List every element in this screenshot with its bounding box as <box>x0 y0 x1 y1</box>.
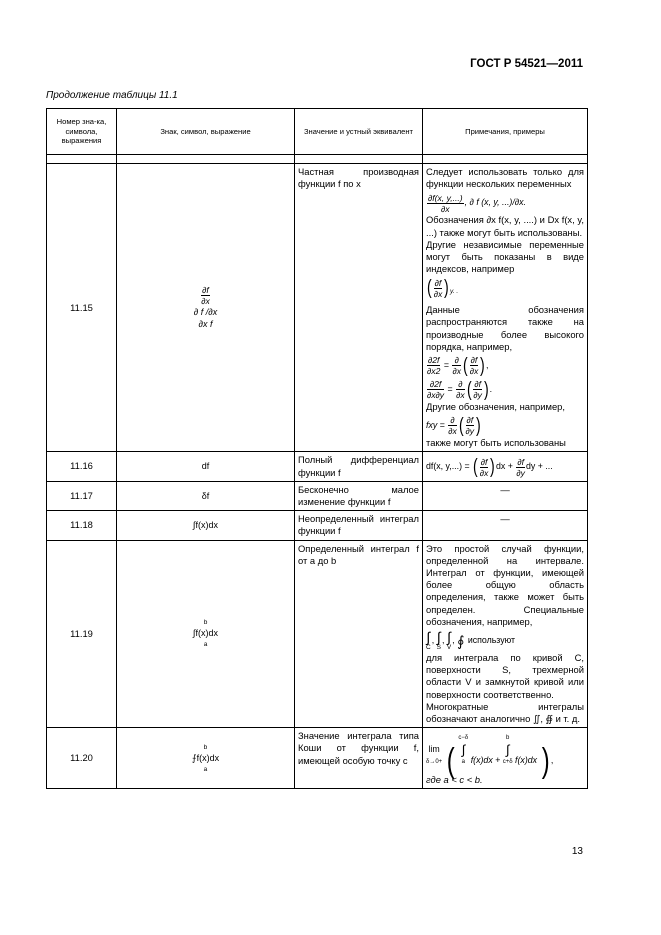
note-text: где a < c < b. <box>426 773 483 785</box>
limit <box>426 744 442 768</box>
row-number: 11.20 <box>47 728 117 789</box>
frac-den: ∂y <box>465 426 475 437</box>
page-number: 13 <box>571 846 583 857</box>
partial-fraction: $\frac{\partial f}{\partial x}$ <box>201 284 210 306</box>
note-formula: $\frac{\partial 2f}{\partial x\partial y}$ = $\frac{\partial}{\partial x}$ ( $\frac{\partial f}{\partial y}$ ). <box>427 378 493 401</box>
partial-inline: ∂ f /∂x <box>193 306 218 317</box>
note-formula: ∫ C, ∫ S, ∫ V, ∮ используют <box>426 629 516 652</box>
frac-num: ∂ <box>452 355 461 366</box>
limit-sub: δ→0+ <box>426 759 443 766</box>
row-meaning: Полный дифференциал функции f <box>295 452 423 481</box>
note-text: Другие независимые переменные могут быть показаны в виде индексов, например <box>426 238 584 275</box>
integral-left: c−δ ∫ a <box>458 733 468 768</box>
note-text: Многократные интегралы обозначают аналогично <box>426 700 584 725</box>
note-text: Это простой случай функции, определенной на интервале. Интеграл от функции, имеющей более общую область определения, также может быть определен. Специальные обозначения, например, <box>426 542 584 627</box>
frac-num: ∂2f <box>428 355 440 366</box>
integral-domain: V <box>446 644 452 652</box>
multiple-integral-signs: ∬, ∯ <box>532 713 553 725</box>
row-notes: — <box>423 481 588 510</box>
note-formula: fxy = $\frac{\partial}{\partial x}$ ( $\frac{\partial f}{\partial y}$ ) <box>426 414 481 437</box>
frac-num: ∂f <box>474 379 481 390</box>
formula-tail: , ∂ f (x, y, ...)/∂x. <box>464 197 526 208</box>
row-number: 11.16 <box>47 452 117 481</box>
table-row <box>47 164 588 452</box>
note-text: Обозначения ∂x f(x, y, ....) и Dx f(x, y, ...) также могут быть использованы. <box>426 214 584 238</box>
formula-mid: dx + <box>496 461 513 472</box>
lower-limit: a <box>461 759 466 766</box>
col-header-meaning: Значение и устный эквивалент <box>295 109 423 155</box>
frac-num: ∂f(x, y,...) <box>428 192 463 203</box>
frac-num: ∂f <box>466 415 474 426</box>
integral-expr: ∫f(x)dx <box>193 628 218 639</box>
frac-den: ∂x <box>441 203 450 214</box>
row-notes: — <box>423 511 588 540</box>
lower-limit: c+δ <box>502 759 513 766</box>
frac-num: ∂2f <box>427 379 444 390</box>
row-notes <box>423 164 588 452</box>
row-meaning: Бесконечно малое изменение функции f <box>295 481 423 510</box>
upper-limit: c−δ <box>458 735 469 742</box>
table-row <box>47 728 588 789</box>
note-formula <box>426 190 584 214</box>
formula-lhs: fxy = <box>426 420 445 431</box>
definite-integral <box>193 617 218 650</box>
note-text: Следует использовать только для функции нескольких переменных <box>426 166 584 190</box>
formula-tail: dy + ... <box>526 461 553 472</box>
note-text: и т. д. <box>555 713 580 725</box>
upper-limit: b <box>203 743 208 751</box>
note-text: также могут быть использованы <box>426 437 566 449</box>
integral-sign: ∫ <box>426 629 431 646</box>
row-symbol <box>117 164 295 452</box>
symbols-table <box>46 108 588 789</box>
frac-den: ∂x <box>452 366 461 377</box>
frac-den: ∂y <box>516 467 525 478</box>
lower-limit: a <box>203 765 208 773</box>
integral-expr: ⨍f(x)dx <box>191 752 220 763</box>
row-notes: df(x, y,...) = ( $\frac{\partial f}{\partial x}$ )dx + $\frac{\partial f}{\partial y}$ dy + ... <box>423 452 588 481</box>
frac-den: ∂y <box>473 390 482 401</box>
partial-operator: ∂x f <box>198 319 213 330</box>
frac-num: ∂ <box>456 379 465 390</box>
integral-sign: ∫ <box>447 629 451 646</box>
note-formula: lim δ→0+ ( c−δ ∫ a f(x)dx + b ∫ c+δ f(x)dx ) , <box>426 735 554 780</box>
row-number: 11.15 <box>47 164 117 452</box>
table-row <box>47 481 588 510</box>
frac-num: ∂f <box>480 456 488 467</box>
closed-integral <box>457 634 464 648</box>
integral-domain: S <box>436 644 441 652</box>
frac-den: ∂x <box>456 390 465 401</box>
curve-integral <box>426 630 431 651</box>
integral-right: b ∫ c+δ <box>503 733 513 768</box>
integral-sign: ∫ <box>436 629 441 646</box>
cauchy-integral <box>192 742 219 775</box>
col-header-number: Номер зна-ка, символа, выражения <box>47 109 117 155</box>
row-meaning: Частная производная функции f по x <box>295 164 423 452</box>
note-text: Другие обозначения, например, <box>426 400 565 412</box>
formula-sub: y. . <box>449 288 459 296</box>
surface-integral <box>437 630 441 651</box>
note-text: Данные обозначения распространяются также на производные более высокого порядка, например, <box>426 304 584 352</box>
note-formula: ( $\frac{\partial f}{\partial x}$ )$_{y. .}$ <box>427 277 459 300</box>
limit-word: lim <box>428 744 440 755</box>
frac-num: ∂f <box>470 355 478 366</box>
row-symbol <box>117 540 295 728</box>
table-row <box>47 540 588 728</box>
formula-lhs: df(x, y,...) = <box>426 461 470 472</box>
col-header-symbol: Знак, символ, выражение <box>117 109 295 155</box>
integral-domain: C <box>426 644 431 652</box>
table-header-row <box>47 109 588 155</box>
row-meaning: Неопределенный интеграл функции f <box>295 511 423 540</box>
row-number: 11.17 <box>47 481 117 510</box>
table-continuation-caption: Продолжение таблицы 11.1 <box>46 90 178 101</box>
integrand: f(x)dx + <box>470 755 501 766</box>
formula-tail: используют <box>467 635 516 646</box>
row-symbol <box>117 728 295 789</box>
note-text: для интеграла по кривой C, поверхности S, трехмерной области V и замкнутой кривой или поверхности соответственно. <box>426 652 584 700</box>
frac-den: ∂x <box>448 426 457 437</box>
row-number: 11.18 <box>47 511 117 540</box>
upper-limit: b <box>506 735 510 742</box>
col-header-notes: Примечания, примеры <box>423 109 588 155</box>
volume-integral <box>447 630 451 651</box>
upper-limit: b <box>203 619 208 627</box>
row-symbol: ∫f(x)dx <box>117 511 295 540</box>
row-meaning: Определенный интеграл f от a до b <box>295 540 423 728</box>
row-symbol: δf <box>117 481 295 510</box>
integral-sign: ∮ <box>457 632 465 649</box>
frac-den: ∂x2 <box>427 366 441 377</box>
table-row <box>47 511 588 540</box>
row-notes <box>423 540 588 728</box>
spacer-row <box>47 155 588 164</box>
note-formula: $\frac{\partial 2f}{\partial x2}$ = $\frac{\partial}{\partial x}$ ( $\frac{\partial f}{\partial x}$ ), <box>427 354 489 377</box>
frac-den: ∂x <box>433 288 443 299</box>
row-number: 11.19 <box>47 540 117 728</box>
row-notes <box>423 728 588 789</box>
frac-num: ∂f <box>434 277 442 288</box>
integrand: f(x)dx <box>515 755 538 766</box>
row-symbol: df <box>117 452 295 481</box>
frac-den: ∂x <box>479 467 489 478</box>
frac-num: ∂ <box>448 415 457 426</box>
frac-den: ∂x∂y <box>427 390 445 401</box>
standard-id: ГОСТ Р 54521—2011 <box>470 58 583 70</box>
frac-den: ∂x <box>469 366 479 377</box>
row-meaning: Значение интеграла типа Коши от функции f, имеющей особую точку c <box>295 728 423 789</box>
table-row <box>47 452 588 481</box>
lower-limit: a <box>203 641 208 649</box>
frac-num: ∂f <box>517 456 524 467</box>
